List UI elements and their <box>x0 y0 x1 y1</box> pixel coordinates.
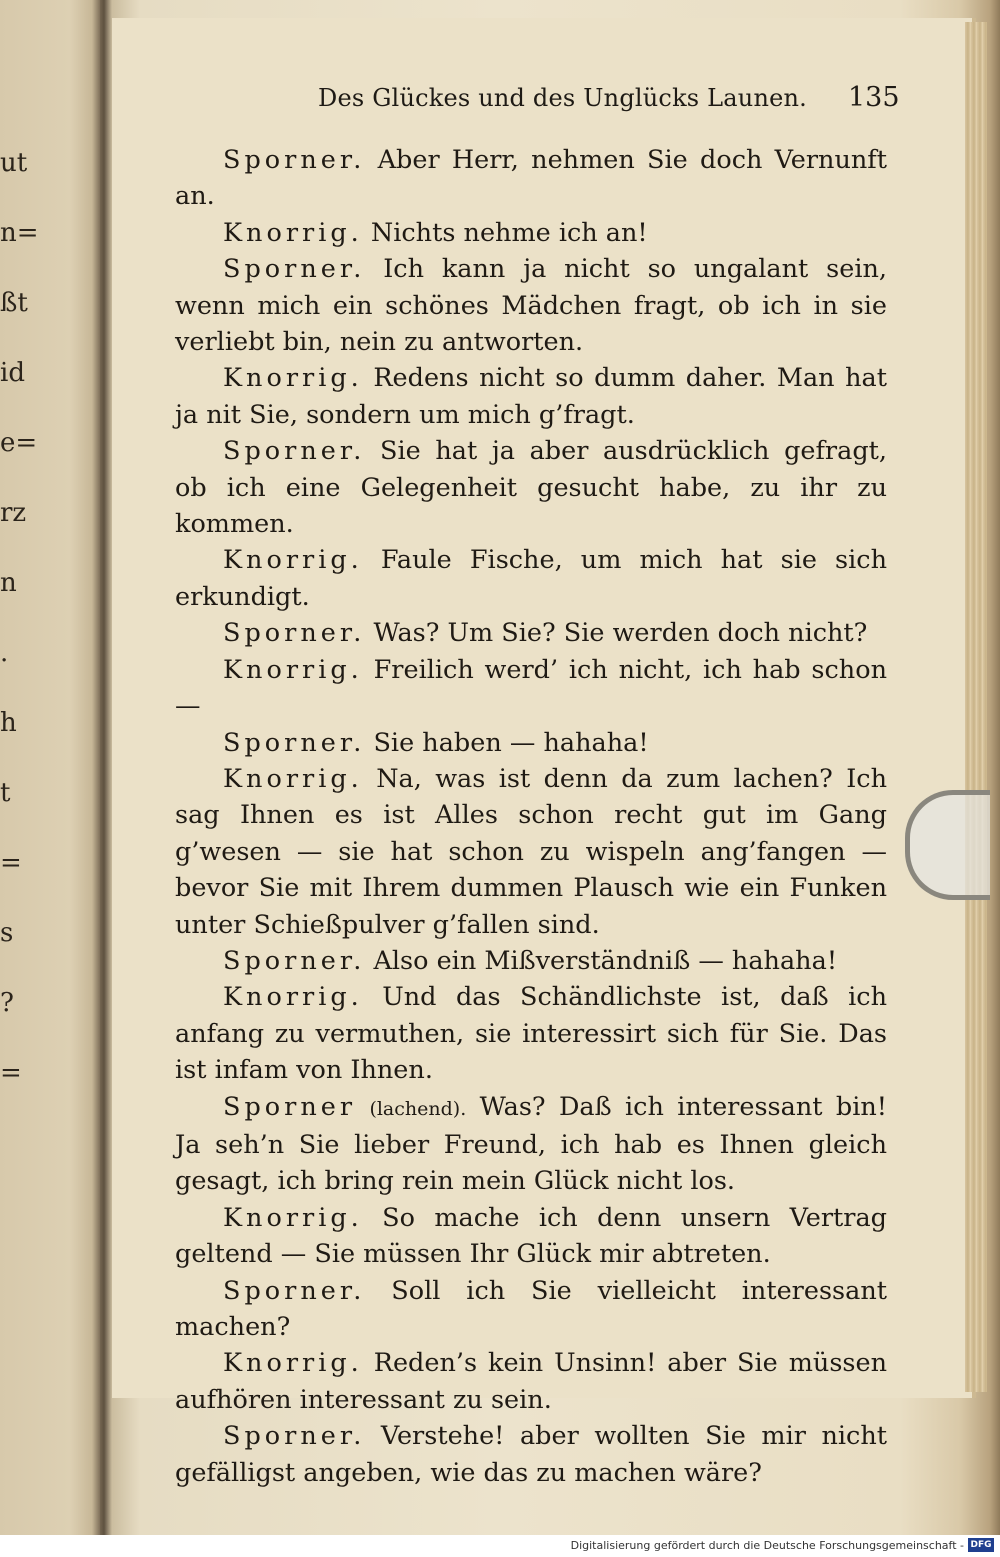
dialogue-line <box>175 251 887 360</box>
left-snippet: = <box>0 1060 22 1088</box>
left-snippet: ßt <box>0 290 28 318</box>
speaker-name: Sporner. <box>223 727 366 758</box>
left-snippet: t <box>0 780 11 808</box>
left-snippet: rz <box>0 500 27 528</box>
speaker-name: Sporner. <box>223 618 366 649</box>
dialogue-line <box>175 1089 887 1200</box>
speaker-name: Knorrig. <box>223 363 363 394</box>
funding-credit: Digitalisierung gefördert durch die Deutsche Forschungsgemeinschaft - <box>570 1539 964 1552</box>
dialogue-line <box>175 615 887 651</box>
speaker-name: Knorrig. <box>223 1202 363 1233</box>
speaker-name: Knorrig. <box>223 982 363 1013</box>
speaker-name: Sporner. <box>223 1421 366 1452</box>
dfg-logo: DFG <box>968 1538 994 1552</box>
speaker-name: Sporner. <box>223 436 366 467</box>
dialogue-line <box>175 360 887 433</box>
dialogue-line <box>175 142 887 215</box>
line-text: Verstehe! aber wollten Sie mir nicht gefälligst angeben, wie das zu machen wäre? <box>175 1421 887 1488</box>
dialogue-line <box>175 979 887 1088</box>
line-text: Was? Um Sie? Sie werden doch nicht? <box>373 618 868 649</box>
speaker-name: Knorrig. <box>223 763 363 794</box>
speaker-name: Sporner. <box>223 145 366 175</box>
line-text: Na, was ist denn da zum lachen? Ich sag Ihnen es ist Alles schon recht gut im Gang g’wesen — sie hat schon zu wispeln ang’fangen — bevor Sie mit Ihrem dummen Plausch wie ein Funken unter Schießpulver g’fallen sind. <box>175 763 887 940</box>
stage-direction: (lachend). <box>369 1097 467 1120</box>
page-number: 135 <box>848 82 900 113</box>
left-snippet: e= <box>0 430 38 458</box>
speaker-name: Sporner. <box>223 1275 366 1306</box>
page-clip <box>905 790 990 900</box>
line-text: So mache ich denn unsern Vertrag geltend — Sie müssen Ihr Glück mir abtreten. <box>175 1202 887 1270</box>
line-text: Sie haben — hahaha! <box>373 727 649 758</box>
left-snippet: ? <box>0 990 14 1018</box>
dialogue-line <box>175 725 887 761</box>
dialogue-line <box>175 652 887 725</box>
line-text: Aber Herr, nehmen Sie doch Vernunft an. <box>175 145 887 212</box>
dialogue-line <box>175 761 887 943</box>
speaker-name: Sporner. <box>223 254 366 285</box>
left-snippet: n= <box>0 220 39 248</box>
dialogue-line <box>175 215 887 251</box>
line-text: Faule Fische, um mich hat sie sich erkundigt. <box>175 545 887 612</box>
left-snippet: n <box>0 570 17 598</box>
line-text: Ich kann ja nicht so ungalant sein, wenn mich ein schönes Mädchen fragt, ob ich in sie verliebt bin, nein zu antworten. <box>175 254 887 358</box>
left-snippet: ut <box>0 150 28 178</box>
page-edge <box>965 22 987 1392</box>
speaker-name: Knorrig. <box>223 217 363 248</box>
line-text: Soll ich Sie vielleicht interessant machen? <box>175 1275 887 1342</box>
left-snippet: . <box>0 640 9 668</box>
speaker-name: Sporner. <box>223 945 366 976</box>
running-head: Des Glückes und des Unglücks Launen. <box>318 84 808 112</box>
page-header <box>0 84 1000 124</box>
line-text: Freilich werd’ ich nicht, ich hab schon — <box>175 654 887 722</box>
speaker-name: Knorrig. <box>223 1348 363 1379</box>
dialogue-line <box>175 542 887 615</box>
dialogue-line <box>175 1418 887 1491</box>
speaker-name: Sporner <box>223 1091 357 1122</box>
dialogue-line <box>175 1345 887 1418</box>
left-snippet: id <box>0 360 25 388</box>
left-snippet: = <box>0 850 22 878</box>
dialogue-line <box>175 1273 887 1346</box>
line-text: Sie hat ja aber ausdrücklich gefragt, ob ich eine Gelegenheit gesucht habe, zu ihr zu kommen. <box>175 436 887 540</box>
dialogue-text <box>175 142 887 1491</box>
left-snippet: s <box>0 920 14 948</box>
line-text: Was? Daß ich interessant bin! Ja seh’n Sie lieber Freund, ich hab es Ihnen gleich gesagt, ich bring rein mein Glück nicht los. <box>175 1091 888 1197</box>
line-text: Nichts nehme ich an! <box>370 217 648 248</box>
left-page <box>0 0 100 1535</box>
line-text: Und das Schändlichste ist, daß ich anfang zu vermuthen, sie interessirt sich für Sie. Das ist infam von Ihnen. <box>175 982 887 1086</box>
line-text: Also ein Mißverständniß — hahaha! <box>373 945 838 976</box>
speaker-name: Knorrig. <box>223 545 363 576</box>
left-page-text-fragments <box>0 150 40 1130</box>
left-snippet: h <box>0 710 17 738</box>
dialogue-line <box>175 943 887 979</box>
line-text: Redens nicht so dumm daher. Man hat ja nit Sie, sondern um mich g’fragt. <box>175 363 887 430</box>
line-text: Reden’s kein Unsinn! aber Sie müssen aufhören interessant zu sein. <box>175 1348 887 1415</box>
speaker-name: Knorrig. <box>223 654 363 685</box>
footer-bar <box>0 1535 1000 1557</box>
dialogue-line <box>175 433 887 542</box>
dialogue-line <box>175 1200 887 1273</box>
